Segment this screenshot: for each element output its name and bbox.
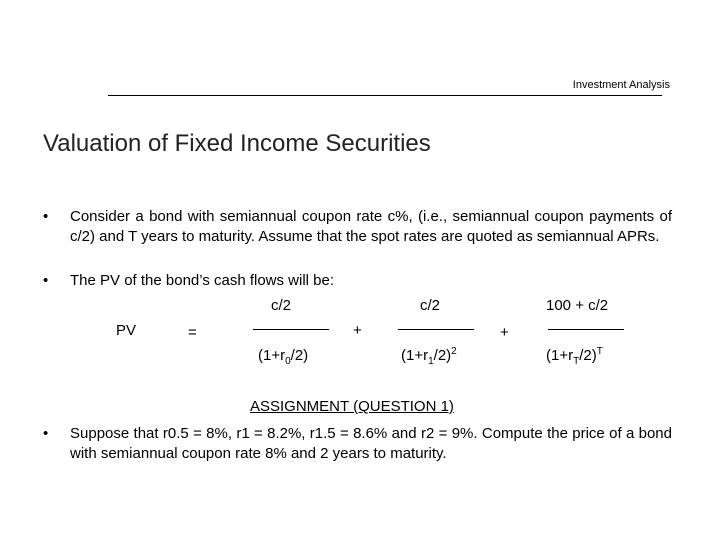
bullet-text-1: Consider a bond with semiannual coupon rate c%, (i.e., semiannual coupon payments of c/2) and T years to maturity. Assume that the spot rates are quoted as semiannual APRs. (70, 208, 672, 245)
formula-pv: PV (116, 322, 137, 339)
formula-equals: = (188, 324, 197, 341)
formula-term2-denominator: $(1+r_1/2)^2$ (401, 346, 457, 367)
formula-term1-denominator: $(1+r_0/2)$ (258, 347, 309, 367)
formula-term2-fraction-line (398, 329, 474, 330)
assignment-heading: ASSIGNMENT (QUESTION 1) (250, 398, 454, 415)
page-title: Valuation of Fixed Income Securities (43, 130, 431, 157)
bullet-symbol: • (43, 208, 49, 225)
formula-term2-numerator: c/2 (420, 297, 441, 314)
bullet-text-2: The PV of the bond’s cash flows will be: (70, 272, 335, 289)
bullet-symbol: • (43, 272, 49, 289)
formula-term3-denominator: $(1+r_T/2)^T$ (546, 346, 603, 367)
bullet-text-3: Suppose that r0.5 = 8%, r1 = 8.2%, r1.5 = 8.6% and r2 = 9%. Compute the price of a bond with semiannual coupon rate 8% and 2 years to maturity. (70, 425, 672, 462)
header-rule (108, 95, 662, 96)
formula-term1-fraction-line (253, 329, 329, 330)
formula-plus: + (353, 322, 362, 339)
formula-plus: + (500, 324, 509, 341)
header-label: Investment Analysis (572, 79, 670, 91)
bullet-symbol: • (43, 425, 49, 442)
formula-term3-fraction-line (548, 329, 624, 330)
formula-term3-numerator: 100 + c/2 (546, 297, 609, 314)
formula-term1-numerator: c/2 (271, 297, 292, 314)
